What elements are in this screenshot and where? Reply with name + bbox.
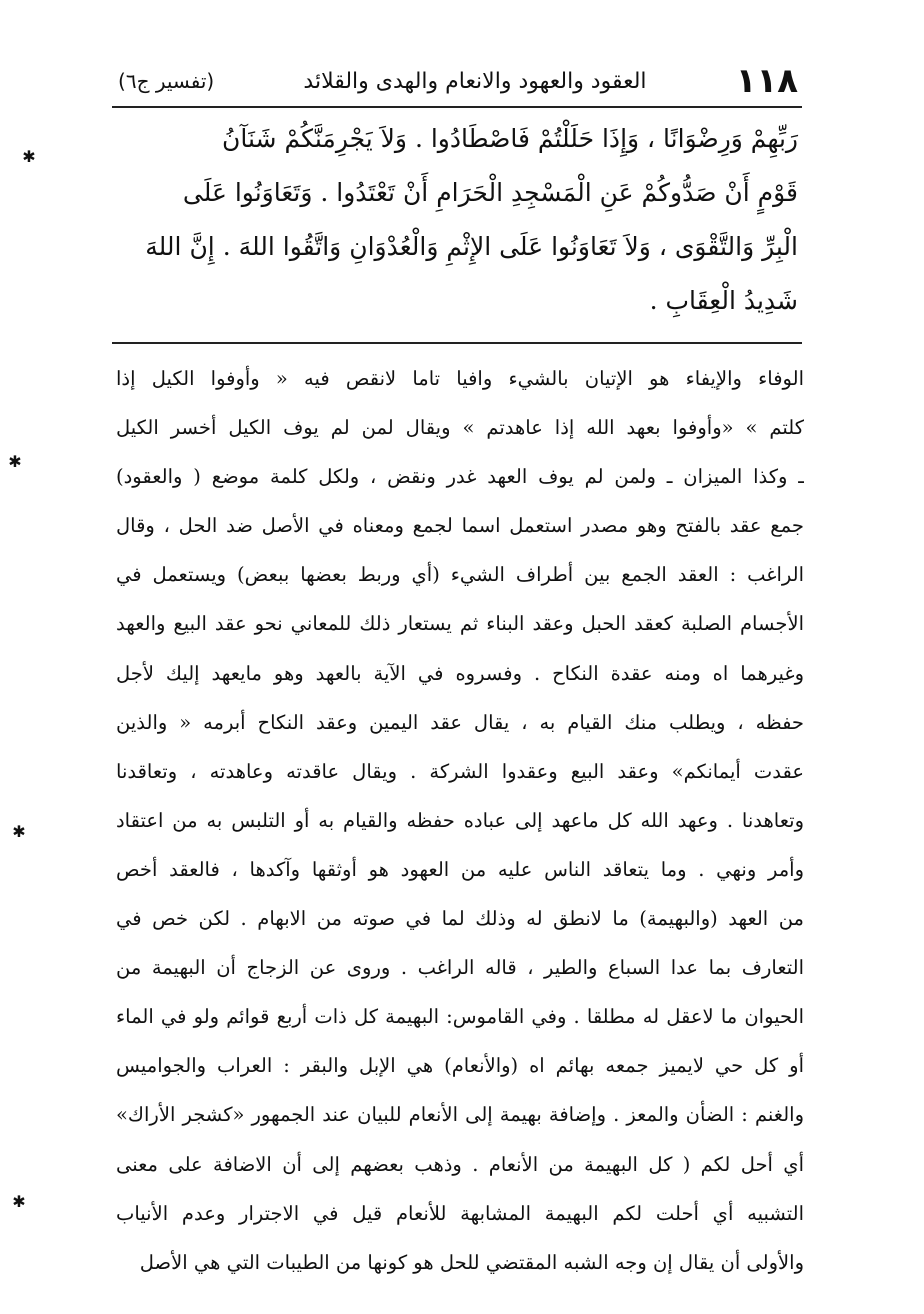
commentary-line: التعارف بما عدا السباع والطير ، قاله الراغب . وروى عن الزجاج أن البهيمة من <box>116 956 804 980</box>
header-rule <box>112 106 802 108</box>
commentary-line: وغيرهما اه ومنه عقدة النكاح . وفسروه في الآية بالعهد وهو مايعهد إليك لأجل <box>116 661 804 685</box>
commentary-line: حفظه ، ويطلب منك القيام به ، يقال عقد اليمين وعقد النكاح أبرمه « والذين <box>116 710 804 734</box>
commentary-line: الوفاء والإيفاء هو الإتيان بالشيء وافيا تاما لانقص فيه « وأوفوا الكيل إذا <box>116 367 804 390</box>
quran-verse-block <box>120 112 798 328</box>
commentary-line: وتعاهدنا . وعهد الله كل ماعهد إلى عباده حفظه والقيام به أو التلبس به من اعتقاد <box>116 808 804 832</box>
scan-speck: ✱ <box>22 147 36 166</box>
commentary-line: ـ وكذا الميزان ـ ولمن لم يوف العهد غدر ونقض ، ولكل كلمة موضع ( والعقود) <box>116 465 804 489</box>
scan-speck: ✱ <box>8 452 22 471</box>
commentary-line: الحيوان ما لاعقل له مطلقا . وفي القاموس: البهيمة كل ذات أربع قوائم ولو في الماء <box>116 1005 804 1029</box>
scan-speck: ✱ <box>12 1192 26 1211</box>
commentary-line: التشبيه أي أحلت لكم البهيمة المشابهة للأنعام قيل في الاجترار وعدم الأنياب <box>116 1201 804 1225</box>
verse-line: الْبِرِّ وَالتَّقْوَى ، وَلاَ تَعَاوَنُوا عَلَى الإِثْمِ وَالْعُدْوَانِ وَاتَّقُوا اللهَ . إِنَّ اللهَ <box>145 232 798 261</box>
scan-speck: ✱ <box>12 822 26 841</box>
running-title: العقود والعهود والانعام والهدى والقلائد <box>303 68 647 94</box>
commentary-text <box>116 354 804 1287</box>
commentary-line: وأمر ونهي . وما يتعاقد الناس عليه من العهود هو أوثقها وآكدها ، فالعقد أخص <box>116 857 804 881</box>
page-number: ١١٨ <box>735 61 798 101</box>
commentary-line: والأولى أن يقال إن وجه الشبه المقتضي للحل هو كونها من الطيبات التي هي الأصل <box>139 1250 804 1274</box>
commentary-line: أو كل حي لايميز جمعه بهائم اه (والأنعام) هي الإبل والبقر : العراب والجواميس <box>116 1054 804 1078</box>
commentary-line: الأجسام الصلبة كعقد الحبل وعقد البناء ثم يستعار ذلك للمعاني نحو عقد البيع والعهد <box>116 612 804 636</box>
commentary-line: كلتم » «وأوفوا بعهد الله إذا عاهدتم » ويقال لمن لم يوف الكيل أخسر الكيل <box>116 416 804 440</box>
commentary-line: أي أحل لكم ( كل البهيمة من الأنعام . وذهب بعضهم إلى أن الاضافة على معنى <box>116 1152 804 1176</box>
page-header <box>118 58 798 104</box>
volume-reference: (تفسير ج٦) <box>118 69 215 93</box>
verse-separator-rule <box>112 342 802 344</box>
commentary-line: الراغب : العقد الجمع بين أطراف الشيء (أي وربط بعضها ببعض) ويستعمل في <box>116 563 804 587</box>
commentary-line: والغنم : الضأن والمعز . وإضافة بهيمة إلى الأنعام للبيان عند الجمهور «كشجر الأراك» <box>116 1103 804 1127</box>
verse-line: شَدِيدُ الْعِقَابِ . <box>649 286 798 315</box>
verse-line: قَوْمٍ أَنْ صَدُّوكُمْ عَنِ الْمَسْجِدِ الْحَرَامِ أَنْ تَعْتَدُوا . وَتَعَاوَنُوا عَلَى <box>182 178 798 207</box>
commentary-line: جمع عقد بالفتح وهو مصدر استعمل اسما لجمع ومعناه في الأصل ضد الحل ، وقال <box>116 514 804 538</box>
commentary-line: عقدت أيمانكم» وعقد البيع وعقدوا الشركة . ويقال عاقدته وعاهدته ، وتعاقدنا <box>116 759 804 783</box>
verse-line: رَبِّهِمْ وَرِضْوَانًا ، وَإِذَا حَلَلْتُمْ فَاصْطَادُوا . وَلاَ يَجْرِمَنَّكُمْ شَنَآنُ <box>222 124 798 153</box>
commentary-line: من العهد (والبهيمة) ما لانطق له وذلك لما في صوته من الابهام . لكن خص في <box>116 907 804 931</box>
